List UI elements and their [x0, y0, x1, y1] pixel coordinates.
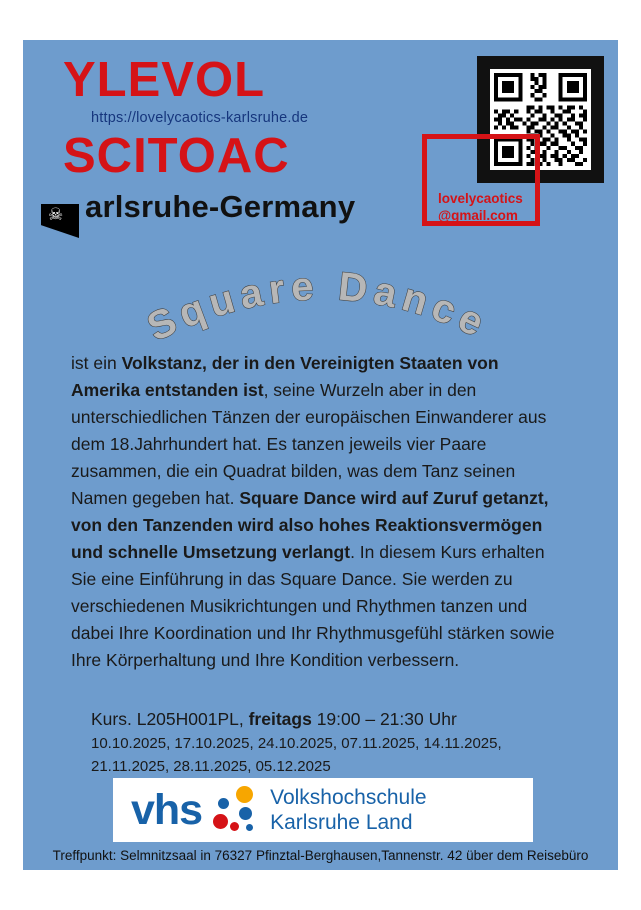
course-code-and-time [91, 706, 561, 732]
website-url[interactable]: https://lovelycaotics-karlsruhe.de [91, 110, 309, 126]
poster-canvas [23, 40, 618, 870]
desc-part-3: . In diesem Kurs erhalten Sie eine Einführung in das Square Dance. Sie werden zu verschiedenen Musikrichtungen und Rhythmen tanzen und dabei Ihre Koordination und Ihr Rhythmusgefühl stärken sowie Ihre Körperhaltung und Ihre Kondition verbessern. [71, 542, 555, 670]
poster-title-line-2: SCITOAC [63, 129, 290, 183]
course-time: 19:00 – 21:30 Uhr [311, 709, 457, 729]
vhs-name-line-2: Karlsruhe Land [270, 811, 413, 834]
header-title-block [63, 52, 433, 225]
desc-part-2: , seine Wurzeln aber in den unterschiedlichen Tänzen der europäischen Einwanderer aus dem 18.Jahrhundert hat. Es tanzen jeweils vier Paare zusammen, die ein Quadrat bilden, was dem Tanz seinen Namen gegeben hat. [71, 380, 547, 508]
desc-bold-1: Volkstanz, der in den Vereinigten Staaten von Amerika entstanden ist [71, 353, 499, 400]
venue-footer: Treffpunkt: Selmnitzsaal in 76327 Pfinztal-Berghausen,Tannenstr. 42 über dem Reisebüro [52, 848, 589, 863]
description-paragraph [71, 350, 571, 674]
email-line-1: lovelycaotics [438, 191, 523, 206]
email-line-2: @gmail.com [438, 208, 518, 223]
course-dates-line-2: 21.11.2025, 28.11.2025, 05.12.2025 [91, 758, 331, 775]
email-address[interactable] [438, 190, 548, 224]
skull-icon: ☠ [48, 205, 64, 224]
vhs-wordmark: vhs [131, 785, 203, 834]
course-info-block [91, 706, 561, 778]
vhs-name-line-1: Volkshochschule [270, 786, 427, 809]
vhs-logo [113, 778, 533, 842]
course-day: freitags [248, 709, 312, 729]
desc-part-1: ist ein [71, 353, 122, 373]
course-dates-line-1: 10.10.2025, 17.10.2025, 24.10.2025, 07.11.2025, 14.11.2025, [91, 735, 502, 752]
desc-bold-2: Square Dance wird auf Zuruf getanzt, von den Tanzenden wird also hohes Reaktionsvermögen und schnelle Umsetzung verlangt [71, 488, 549, 562]
vhs-name [270, 785, 426, 835]
poster-title-line-1: YLEVOL [63, 53, 266, 107]
vhs-dots-icon [206, 784, 262, 836]
course-code: Kurs. L205H001PL, [91, 709, 249, 729]
city-country-label: arlsruhe-Germany [85, 189, 356, 224]
svg-text:Square Dance: Square Dance [140, 264, 496, 350]
